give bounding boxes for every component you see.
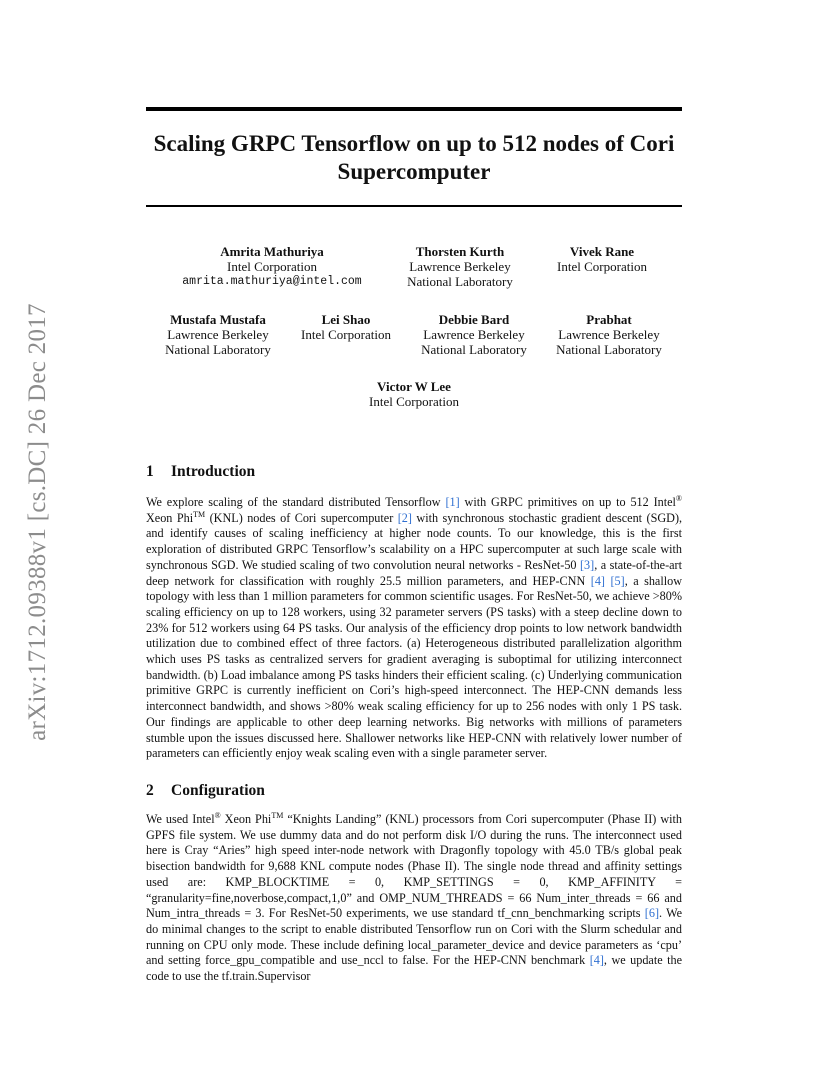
author-name: Lei Shao	[321, 312, 371, 327]
text-run: “Knights Landing” (KNL) processors from Cori supercomputer (Phase II) with GPFS file system. We use dummy data and do not perform disk I/O during the runs. The interconnect used here is Cray “Aries” high speed inter-node network with Dragonfly topology with 45.0 TB/s global peak bisection bandwidth for 9,688 KNL compute nodes (Phase II). The single node thread and affinity settings used are: KMP_BLOCKTIME = 0, KMP_SETTINGS = 0, KMP_AFFINITY = “granularity=fine,noverbose,compact,1,0” and OMP_NUM_THREADS = 66 Num_inter_threads = 66 and Num_intra_threads = 3. For ResNet-50 experiments, we use standard tf_cnn_benchmarking scripts	[146, 812, 683, 921]
title-line-2: Supercomputer	[337, 159, 491, 184]
author-email[interactable]: amrita.mathuriya@intel.com	[182, 275, 362, 288]
text-run: (KNL) nodes of Cori supercomputer	[209, 510, 394, 525]
title-line-1: Scaling GRPC Tensorflow on up to 512 nodes of Cori	[153, 131, 675, 156]
text-run: with synchronous stochastic gradient descent (SGD), and identify causes of scaling inefficiency at higher node counts. To our knowledge, this is the first exploration of distributed GRPC Tensorflow’s scalability on a HPC supercomputer at such large scale with synchronous SGD. We studied scaling of two convolution neural networks - ResNet-50	[146, 510, 683, 572]
author-affiliation: National Laboratory	[421, 342, 527, 357]
paper-title	[146, 130, 682, 186]
text-run: Xeon Phi	[146, 510, 194, 525]
configuration-paragraph	[146, 812, 682, 985]
author-name: Amrita Mathuriya	[220, 244, 324, 259]
author-block	[172, 244, 372, 289]
author-affiliation: National Laboratory	[556, 342, 662, 357]
text-run: , we update the code to use the tf.train.Supervisor	[146, 953, 683, 984]
author-affiliation: National Laboratory	[165, 342, 271, 357]
text-run: , a shallow topology with less than 1 million parameters for common scientific usages. For ResNet-50, we achieve >80% scaling efficiency on up to 128 workers, using 32 parameter servers (PS tasks) with a steep decline down to 23% for 512 workers using 64 PS tasks. Our analysis of the efficiency drop points to low network bandwidth utilization due to combined effect of three factors. (a) Heterogeneous distributed parallelization algorithm which uses PS tasks as centralized servers for gradient averaging is suboptimal for utilizing interconnect bandwidth. (b) Load imbalance among PS tasks hinders their efficient scaling. (c) Underlying communication primitive GRPC is currently inefficient on Cori’s high-speed interconnect. The HEP-CNN demands less interconnect bandwidth, and shows >80% weak scaling efficiency for up to 256 nodes with only 1 PS task. Our findings are applicable to other deep learning networks. Big networks with millions of parameters stumble upon the issues discussed here. Shallower networks like HEP-CNN with relatively lower number of parameters can efficiently enjoy weak scaling even with a single parameter server.	[146, 573, 683, 761]
author-name: Prabhat	[586, 312, 632, 327]
citation-link[interactable]: [2]	[397, 510, 412, 525]
title-rule-bottom	[146, 205, 682, 207]
author-affiliation: National Laboratory	[407, 274, 513, 289]
author-affiliation: Lawrence Berkeley	[409, 259, 511, 274]
section-heading-introduction	[146, 463, 255, 481]
citation-link[interactable]: [1]	[445, 495, 460, 509]
title-rule-top	[146, 107, 682, 111]
author-block	[148, 312, 288, 357]
author-block	[404, 312, 544, 357]
author-affiliation: Intel Corporation	[227, 259, 317, 274]
text-run: , a state-of-the-art deep network for classification with roughly 25.5 million parameters, and HEP-CNN	[146, 557, 683, 588]
citation-link[interactable]: [5]	[610, 573, 625, 588]
section-heading-configuration	[146, 782, 265, 800]
author-name: Victor W Lee	[377, 379, 451, 394]
text-run: We explore scaling of the standard distributed Tensorflow	[146, 495, 441, 509]
section-number: 2	[146, 782, 154, 799]
text-run: with GRPC primitives on up to 512 Intel	[464, 495, 676, 509]
author-block	[532, 244, 672, 274]
registered-mark: ®	[214, 810, 221, 820]
registered-mark: ®	[675, 493, 682, 503]
trademark-mark: TM	[271, 810, 284, 820]
citation-link[interactable]: [4]	[589, 953, 604, 968]
author-block	[539, 312, 679, 357]
citation-link[interactable]: [4]	[590, 573, 605, 588]
author-name: Vivek Rane	[569, 244, 635, 259]
section-number: 1	[146, 463, 154, 480]
citation-link[interactable]: [3]	[580, 557, 595, 572]
introduction-paragraph	[146, 495, 682, 762]
text-run: We used Intel	[146, 812, 215, 826]
author-affiliation: Intel Corporation	[557, 259, 647, 274]
author-name: Thorsten Kurth	[415, 244, 505, 259]
trademark-mark: TM	[193, 509, 206, 519]
citation-link[interactable]: [6]	[644, 906, 660, 921]
text-run: . We do minimal changes to the script to enable distributed Tensorflow run on Cori with the Slurm schedular and running on CPU only mode. These include defining local_parameter_device and device parameters as ‘cpu’ and setting force_gpu_compatible and use_nccl to false. For the HEP-CNN benchmark	[146, 906, 683, 968]
author-affiliation: Lawrence Berkeley	[423, 327, 525, 342]
section-title: Configuration	[171, 782, 265, 799]
author-block	[380, 244, 540, 289]
author-affiliation: Intel Corporation	[369, 394, 459, 409]
author-block	[288, 312, 404, 342]
text-run: Xeon Phi	[224, 812, 272, 826]
section-title: Introduction	[171, 463, 256, 480]
arxiv-identifier: arXiv:1712.09388v1 [cs.DC] 26 Dec 2017	[24, 303, 51, 741]
author-affiliation: Lawrence Berkeley	[167, 327, 269, 342]
author-affiliation: Lawrence Berkeley	[558, 327, 660, 342]
author-affiliation: Intel Corporation	[301, 327, 391, 342]
author-name: Debbie Bard	[438, 312, 510, 327]
author-name: Mustafa Mustafa	[170, 312, 266, 327]
author-block	[334, 379, 494, 409]
